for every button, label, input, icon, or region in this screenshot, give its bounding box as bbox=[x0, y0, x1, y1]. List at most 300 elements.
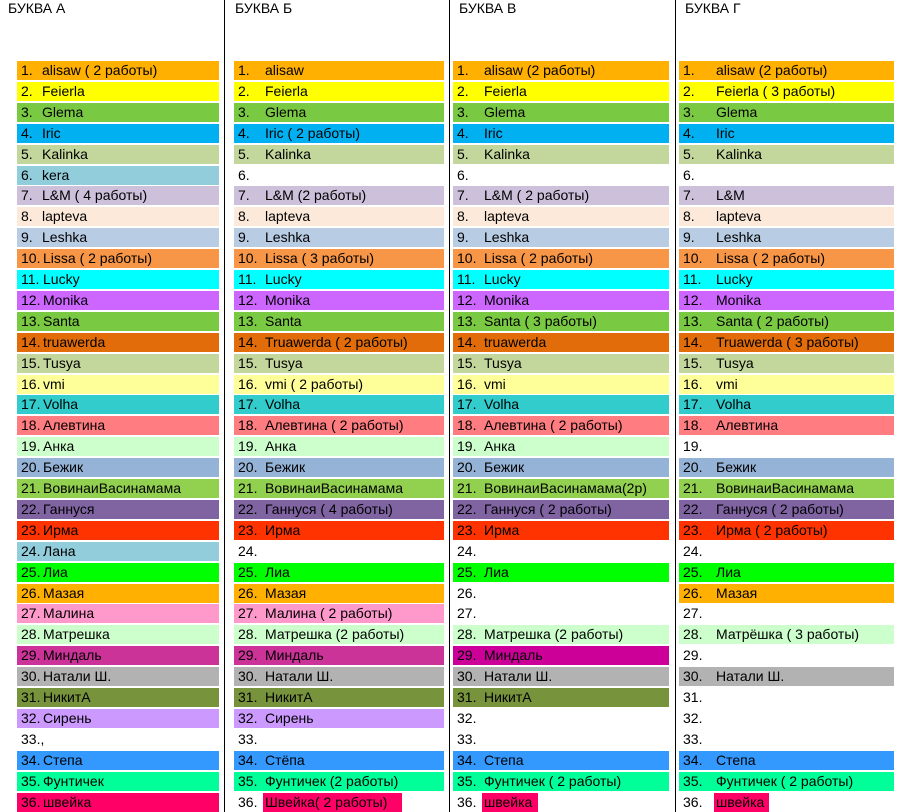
table-row bbox=[17, 333, 219, 352]
row-highlight bbox=[679, 291, 894, 310]
row-highlight bbox=[679, 145, 894, 164]
row-number: 32. bbox=[683, 710, 703, 726]
row-number: 10. bbox=[683, 250, 703, 266]
table-row bbox=[679, 772, 894, 791]
table-row bbox=[679, 625, 894, 644]
row-highlight bbox=[679, 667, 894, 686]
table-row bbox=[234, 458, 444, 477]
row-number: 2. bbox=[238, 83, 250, 99]
participant-name: Lucky bbox=[716, 271, 753, 287]
row-number: 17. bbox=[457, 396, 477, 412]
column-header: БУКВА Г bbox=[685, 0, 741, 16]
table-row bbox=[17, 103, 219, 122]
table-row bbox=[679, 291, 894, 310]
row-number: 35. bbox=[457, 773, 477, 789]
participant-name: Ирма bbox=[43, 522, 79, 538]
table-row bbox=[234, 375, 444, 394]
row-number: 18. bbox=[238, 417, 258, 433]
row-number: 22. bbox=[683, 501, 703, 517]
table-row bbox=[453, 416, 669, 435]
row-number: 17. bbox=[683, 396, 703, 412]
row-number: 13. bbox=[21, 313, 41, 329]
row-number: 31. bbox=[21, 689, 41, 705]
table-row bbox=[17, 542, 219, 561]
participant-name: Feierla bbox=[42, 83, 85, 99]
row-number: 5. bbox=[238, 146, 250, 162]
participant-name: Бежик bbox=[716, 459, 757, 475]
row-highlight bbox=[679, 207, 894, 226]
row-number: 31. bbox=[683, 689, 703, 705]
table-row bbox=[17, 646, 219, 665]
row-number: 16. bbox=[457, 376, 477, 392]
row-number: 15. bbox=[457, 355, 477, 371]
column-header: БУКВА Б bbox=[235, 0, 293, 16]
participant-name: Glema bbox=[265, 104, 307, 120]
participant-name: Ирма bbox=[265, 522, 301, 538]
row-number: 5. bbox=[21, 146, 33, 162]
row-number: 29. bbox=[683, 647, 703, 663]
table-row bbox=[453, 333, 669, 352]
participant-name: НикитА bbox=[484, 689, 532, 705]
row-highlight bbox=[679, 270, 894, 289]
participant-name: Степа bbox=[43, 752, 83, 768]
table-row bbox=[453, 751, 669, 770]
participant-name: Leshka bbox=[42, 229, 88, 245]
row-number: 21. bbox=[457, 480, 477, 496]
table-row bbox=[17, 793, 219, 812]
participant-name: Kalinka bbox=[265, 146, 311, 162]
table-row bbox=[234, 667, 444, 686]
table-row bbox=[453, 458, 669, 477]
table-row bbox=[234, 249, 444, 268]
table-row bbox=[679, 166, 894, 185]
row-number: 11. bbox=[238, 271, 257, 287]
row-number: 25. bbox=[21, 564, 41, 580]
table-row bbox=[17, 395, 219, 414]
table-row bbox=[453, 166, 669, 185]
table-row bbox=[453, 646, 669, 665]
row-number: 32. bbox=[457, 710, 477, 726]
participant-name: Leshka bbox=[484, 229, 530, 245]
column-header: БУКВА А bbox=[8, 0, 66, 16]
table-row bbox=[17, 500, 219, 519]
row-number: 8. bbox=[238, 208, 250, 224]
participant-name: Лиа bbox=[716, 564, 741, 580]
row-number: 3. bbox=[683, 104, 695, 120]
participant-name: vmi bbox=[43, 376, 65, 392]
table-row bbox=[234, 793, 444, 812]
row-number: 12. bbox=[238, 292, 258, 308]
participant-name: L&M ( 2 работы) bbox=[484, 187, 590, 203]
participant-name: Матрёшка ( 3 работы) bbox=[716, 626, 860, 642]
table-row bbox=[679, 521, 894, 540]
table-row bbox=[679, 793, 894, 812]
table-row bbox=[17, 312, 219, 331]
row-number: 27. bbox=[683, 605, 703, 621]
table-row bbox=[679, 145, 894, 164]
row-number: 26. bbox=[683, 585, 703, 601]
table-row bbox=[453, 249, 669, 268]
table-row bbox=[17, 688, 219, 707]
row-number: 2. bbox=[683, 83, 695, 99]
table-row bbox=[453, 500, 669, 519]
table-row bbox=[17, 416, 219, 435]
row-number: 15. bbox=[683, 355, 703, 371]
table-row bbox=[234, 521, 444, 540]
row-number: 25. bbox=[683, 564, 703, 580]
row-number: 8. bbox=[683, 208, 695, 224]
row-number: 1. bbox=[457, 62, 469, 78]
table-row bbox=[453, 228, 669, 247]
table-row bbox=[17, 458, 219, 477]
table-row bbox=[17, 207, 219, 226]
row-number: 3. bbox=[238, 104, 250, 120]
table-row bbox=[679, 542, 894, 561]
row-number: 3. bbox=[21, 104, 33, 120]
table-row bbox=[679, 270, 894, 289]
participant-name: Ганнуся ( 2 работы) bbox=[484, 501, 612, 517]
row-number: 23. bbox=[21, 522, 41, 538]
row-number: 28. bbox=[683, 626, 703, 642]
participant-name: Швейка( 2 работы) bbox=[265, 794, 388, 810]
row-number: 32. bbox=[238, 710, 258, 726]
row-number: 28. bbox=[21, 626, 41, 642]
row-number: 20. bbox=[238, 459, 258, 475]
participant-name: Ганнуся ( 4 работы) bbox=[265, 501, 393, 517]
table-row bbox=[679, 709, 894, 728]
participant-name: Volha bbox=[484, 396, 520, 412]
row-number: 24. bbox=[21, 543, 41, 559]
participant-name: vmi bbox=[484, 376, 506, 392]
row-highlight bbox=[679, 103, 894, 122]
participant-name: Малина ( 2 работы) bbox=[265, 605, 393, 621]
participant-name: Бежик bbox=[43, 459, 84, 475]
table-row bbox=[453, 291, 669, 310]
participant-name: швейка bbox=[484, 794, 533, 810]
table-row bbox=[17, 667, 219, 686]
participant-name: Алевтина bbox=[716, 417, 779, 433]
row-number: 24. bbox=[457, 543, 477, 559]
participant-name: Миндаль bbox=[43, 647, 102, 663]
participant-name: Iric bbox=[716, 125, 735, 141]
row-number: 8. bbox=[457, 208, 469, 224]
table-row bbox=[234, 145, 444, 164]
table-row bbox=[17, 584, 219, 603]
row-number: 19. bbox=[21, 438, 41, 454]
row-number: 22. bbox=[21, 501, 41, 517]
row-number: 30. bbox=[238, 668, 258, 684]
row-number: 1. bbox=[21, 62, 33, 78]
row-number: 24. bbox=[238, 543, 258, 559]
row-number: 15. bbox=[21, 355, 41, 371]
table-row bbox=[17, 772, 219, 791]
participant-name: Лиа bbox=[484, 564, 509, 580]
table-row bbox=[679, 500, 894, 519]
participant-name: Ирма bbox=[484, 522, 520, 538]
table-row bbox=[234, 646, 444, 665]
table-row bbox=[453, 103, 669, 122]
row-number: 18. bbox=[683, 417, 703, 433]
row-number: 9. bbox=[683, 229, 695, 245]
participant-name: Lucky bbox=[43, 271, 80, 287]
row-number: 10. bbox=[238, 250, 258, 266]
table-row bbox=[234, 688, 444, 707]
table-row bbox=[234, 228, 444, 247]
table-row bbox=[679, 416, 894, 435]
row-highlight bbox=[679, 354, 894, 373]
row-number: 7. bbox=[457, 187, 469, 203]
participant-name: alisaw (2 работы) bbox=[484, 62, 596, 78]
row-number: 35. bbox=[238, 773, 258, 789]
row-highlight bbox=[679, 584, 894, 603]
row-number: 26. bbox=[21, 585, 41, 601]
participant-name: Фунтичек (2 работы) bbox=[265, 773, 399, 789]
participant-name: Малина bbox=[43, 605, 95, 621]
table-row bbox=[17, 61, 219, 80]
row-number: 16. bbox=[683, 376, 703, 392]
table-row bbox=[17, 563, 219, 582]
row-number: 14. bbox=[683, 334, 703, 350]
row-number: 8. bbox=[21, 208, 33, 224]
row-number: 3. bbox=[457, 104, 469, 120]
participant-name: Мазая bbox=[265, 585, 307, 601]
participant-name: Kalinka bbox=[42, 146, 88, 162]
table-row bbox=[679, 124, 894, 143]
table-row bbox=[17, 709, 219, 728]
row-number: 17. bbox=[238, 396, 258, 412]
participant-name: Натали Ш. bbox=[484, 668, 553, 684]
row-number: 16. bbox=[21, 376, 41, 392]
participant-name: Матрешка bbox=[43, 626, 110, 642]
row-number: 18. bbox=[457, 417, 477, 433]
participant-name: Glema bbox=[716, 104, 758, 120]
table-row bbox=[234, 751, 444, 770]
participant-name: Tusya bbox=[265, 355, 303, 371]
participant-name: truawerda bbox=[43, 334, 106, 350]
table-row bbox=[453, 61, 669, 80]
participant-name: Monika bbox=[484, 292, 530, 308]
participant-name: Бежик bbox=[265, 459, 306, 475]
table-row bbox=[453, 437, 669, 456]
table-row bbox=[453, 625, 669, 644]
table-row bbox=[679, 563, 894, 582]
table-row bbox=[679, 604, 894, 623]
row-number: 14. bbox=[21, 334, 41, 350]
participant-name: Фунтичек ( 2 работы) bbox=[716, 773, 854, 789]
row-highlight bbox=[679, 186, 894, 205]
row-highlight bbox=[679, 458, 894, 477]
table-row bbox=[17, 625, 219, 644]
row-number: 12. bbox=[21, 292, 41, 308]
table-row bbox=[453, 688, 669, 707]
participant-name: Натали Ш. bbox=[265, 668, 334, 684]
row-number: 21. bbox=[683, 480, 703, 496]
row-number: 11. bbox=[21, 271, 40, 287]
row-number: 33. bbox=[457, 731, 477, 747]
row-highlight bbox=[679, 416, 894, 435]
table-row bbox=[679, 333, 894, 352]
table-row bbox=[234, 479, 444, 498]
row-highlight bbox=[679, 124, 894, 143]
participant-name: truawerda bbox=[484, 334, 547, 350]
row-number: 11. bbox=[683, 271, 702, 287]
participant-name: ВовинаиВасинамама bbox=[43, 480, 182, 496]
participant-name: Tusya bbox=[484, 355, 522, 371]
participant-name: Volha bbox=[265, 396, 301, 412]
row-number: 12. bbox=[683, 292, 703, 308]
row-number: 17. bbox=[21, 396, 41, 412]
row-number: 36. bbox=[457, 794, 477, 810]
participant-name: Santa bbox=[265, 313, 302, 329]
participant-name: Volha bbox=[43, 396, 79, 412]
participant-name: Volha bbox=[716, 396, 752, 412]
participant-name: Kalinka bbox=[484, 146, 530, 162]
table-row bbox=[17, 291, 219, 310]
participant-name: L&M (2 работы) bbox=[265, 187, 367, 203]
row-number: 12. bbox=[457, 292, 477, 308]
row-number: 30. bbox=[21, 668, 41, 684]
participant-name: Feierla bbox=[484, 83, 527, 99]
table-row bbox=[679, 61, 894, 80]
row-number: 4. bbox=[457, 125, 469, 141]
table-row bbox=[679, 667, 894, 686]
row-number: 23. bbox=[683, 522, 703, 538]
table-row bbox=[234, 772, 444, 791]
row-number: 20. bbox=[683, 459, 703, 475]
table-row bbox=[679, 375, 894, 394]
row-number: 6. bbox=[21, 167, 33, 183]
participant-name: Monika bbox=[43, 292, 89, 308]
table-row bbox=[679, 103, 894, 122]
table-row bbox=[234, 437, 444, 456]
participant-name: Степа bbox=[716, 752, 756, 768]
row-number: 31. bbox=[457, 689, 477, 705]
table-row bbox=[17, 186, 219, 205]
table-row bbox=[17, 354, 219, 373]
participant-name: Фунтичек ( 2 работы) bbox=[484, 773, 622, 789]
column-4 bbox=[675, 0, 901, 812]
participant-name: lapteva bbox=[265, 208, 311, 224]
participant-name: alisaw ( 2 работы) bbox=[42, 62, 158, 78]
table-row bbox=[234, 416, 444, 435]
row-number: 22. bbox=[457, 501, 477, 517]
table-row bbox=[679, 207, 894, 226]
participant-name: ВовинаиВасинамама bbox=[265, 480, 404, 496]
participant-name: Truawerda ( 2 работы) bbox=[265, 334, 408, 350]
row-number: 27. bbox=[238, 605, 258, 621]
row-number: 13. bbox=[238, 313, 258, 329]
row-number: 9. bbox=[457, 229, 469, 245]
participant-name: Натали Ш. bbox=[716, 668, 785, 684]
table-row bbox=[453, 354, 669, 373]
row-highlight bbox=[679, 751, 894, 770]
row-number: 36. bbox=[683, 794, 703, 810]
table-row bbox=[679, 751, 894, 770]
participant-name: Степа bbox=[484, 752, 524, 768]
table-row bbox=[234, 82, 444, 101]
participant-name: Lucky bbox=[265, 271, 302, 287]
participant-name: alisaw bbox=[265, 62, 304, 78]
table-row bbox=[679, 354, 894, 373]
row-number: 7. bbox=[21, 187, 33, 203]
table-row bbox=[679, 458, 894, 477]
table-row bbox=[453, 375, 669, 394]
row-number: 2. bbox=[21, 83, 33, 99]
table-row bbox=[234, 61, 444, 80]
row-number: 34. bbox=[457, 752, 477, 768]
participant-name: Tusya bbox=[43, 355, 81, 371]
row-number: 36. bbox=[21, 794, 41, 810]
table-row bbox=[453, 730, 669, 749]
participant-name: Анка bbox=[484, 438, 516, 454]
participant-name: ВовинаиВасинамама bbox=[716, 480, 855, 496]
table-row bbox=[17, 145, 219, 164]
participant-name: ВовинаиВасинамама(2р) bbox=[484, 480, 647, 496]
table-row bbox=[453, 124, 669, 143]
table-row bbox=[234, 354, 444, 373]
table-row bbox=[453, 584, 669, 603]
row-number: 20. bbox=[21, 459, 41, 475]
row-number: 9. bbox=[21, 229, 33, 245]
participant-name: Анка bbox=[265, 438, 297, 454]
table-row bbox=[453, 82, 669, 101]
participant-name: Сирень bbox=[43, 710, 92, 726]
participant-name: Лана bbox=[43, 543, 76, 559]
table-row bbox=[679, 730, 894, 749]
participant-name: Monika bbox=[265, 292, 311, 308]
participant-name: Kalinka bbox=[716, 146, 762, 162]
participant-name: Truawerda ( 3 работы) bbox=[716, 334, 859, 350]
table-row bbox=[17, 604, 219, 623]
row-number: 1. bbox=[683, 62, 695, 78]
row-number: 13. bbox=[683, 313, 703, 329]
row-number: 19. bbox=[683, 438, 703, 454]
table-row bbox=[17, 270, 219, 289]
table-row bbox=[17, 375, 219, 394]
row-number: 7. bbox=[683, 187, 695, 203]
participant-name: Santa bbox=[43, 313, 80, 329]
table-row bbox=[234, 395, 444, 414]
participant-name: Leshka bbox=[265, 229, 311, 245]
row-number: 21. bbox=[238, 480, 258, 496]
row-number: 10. bbox=[457, 250, 477, 266]
participant-name: Lissa ( 2 работы) bbox=[484, 250, 594, 266]
row-number: 35. bbox=[683, 773, 703, 789]
row-number: 32. bbox=[21, 710, 41, 726]
participant-name: Ганнуся bbox=[43, 501, 95, 517]
row-highlight bbox=[679, 228, 894, 247]
row-number: 19. bbox=[238, 438, 258, 454]
table-row bbox=[453, 312, 669, 331]
table-row bbox=[679, 479, 894, 498]
table-row bbox=[17, 124, 219, 143]
participant-name: швейка bbox=[43, 794, 92, 810]
table-row bbox=[679, 646, 894, 665]
row-number: 29. bbox=[457, 647, 477, 663]
table-row bbox=[234, 186, 444, 205]
table-row bbox=[453, 542, 669, 561]
participant-name: НикитА bbox=[43, 689, 91, 705]
table-row bbox=[679, 82, 894, 101]
row-number: 5. bbox=[683, 146, 695, 162]
participant-name: vmi ( 2 работы) bbox=[265, 376, 364, 392]
row-number: 23. bbox=[457, 522, 477, 538]
participant-name: Ганнуся ( 2 работы) bbox=[716, 501, 844, 517]
participant-name: Матрешка (2 работы) bbox=[484, 626, 624, 642]
row-number: 5. bbox=[457, 146, 469, 162]
participant-name: Сирень bbox=[265, 710, 314, 726]
table-row bbox=[234, 563, 444, 582]
